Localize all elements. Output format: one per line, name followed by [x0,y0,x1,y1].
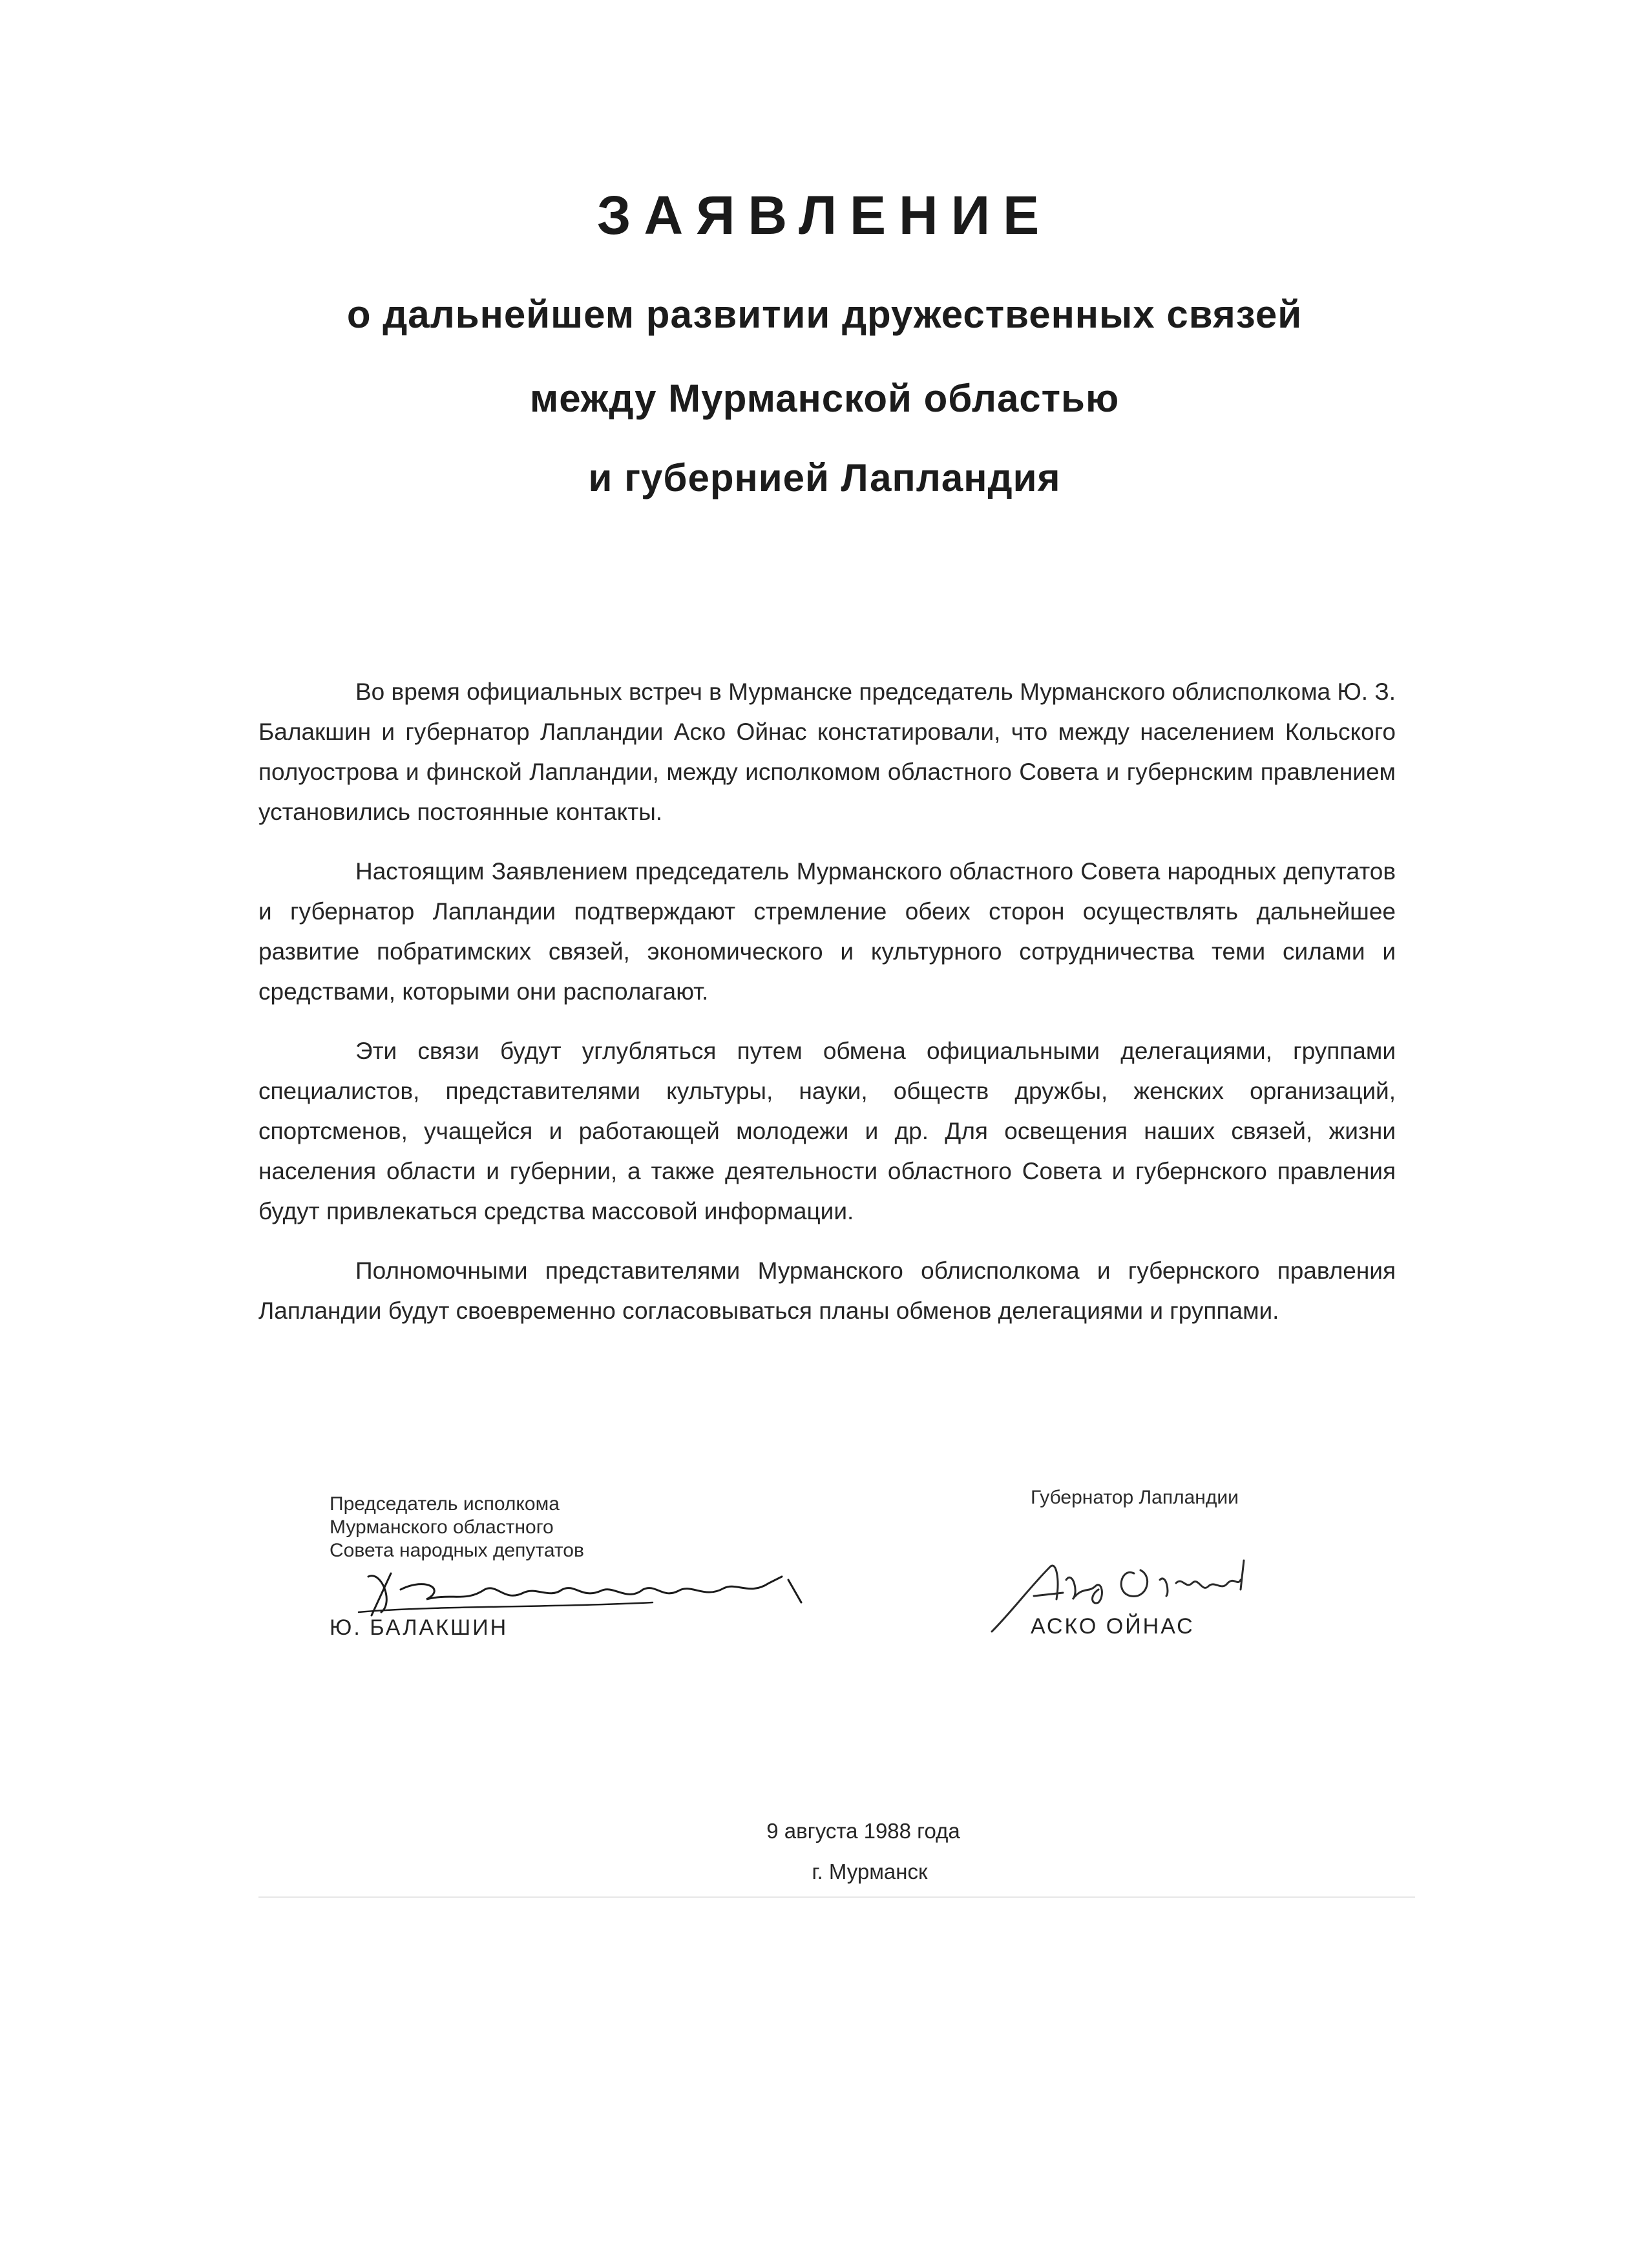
paragraph-2: Настоящим Заявлением председатель Мурманского областного Совета народных депутатов и губернатор Лапландии подтверждают стремление обеих сторон осуществлять дальнейшее развитие побратимских связей, экономического и культурного сотрудничества теми силами и средствами, которыми они располагают. [258,858,1396,1005]
signatory-left-position-line-1: Председатель исполкома [330,1493,560,1515]
document-title: ЗАЯВЛЕНИЕ [596,185,1053,246]
handwritten-signature-left [355,1564,821,1622]
paragraph-4: Полномочными представителями Мурманского облисполкома и губернского правления Лапландии будут своевременно согласовываться планы обменов делегациями и группами. [258,1257,1396,1324]
document-date: 9 августа 1988 года [766,1819,960,1843]
document-body [258,672,1396,1350]
paragraph-3: Эти связи будут углубляться путем обмена официальными делегациями, группами специалистов, представителями культуры, науки, обществ дружбы, женских организаций, спортсменов, учащейся и работающей молодежи и др. Для освещения наших связей, жизни населения области и губернии, а также деятельности областного Совета и губернского правления будут привлекаться средства массовой информации. [258,1038,1396,1224]
scan-edge-line [258,1896,1415,1898]
paragraph-1: Во время официальных встреч в Мурманске председатель Мурманского облисполкома Ю. З. Балакшин и губернатор Лапландии Аско Ойнас констатировали, что между населением Кольского полуострова и финской Лапландии, между исполкомом областного Совета и губернским правлением установились постоянные контакты. [258,678,1396,825]
signatory-left-position-line-3: Совета народных депутатов [330,1540,584,1561]
subtitle-line-1: о дальнейшем развитии дружественных связей [346,293,1303,336]
signatory-left-position-line-2: Мурманского областного [330,1517,554,1538]
subtitle-line-3: и губернией Лапландия [588,456,1061,499]
document-place: г. Мурманск [812,1860,928,1884]
signatory-right-name: АСКО ОЙНАС [1031,1614,1195,1639]
signature-block-right [1031,1486,1418,1639]
signatory-right-position-line-1: Губернатор Лапландии [1031,1487,1239,1508]
signatory-left-name: Ю. БАЛАКШИН [330,1615,509,1640]
signature-block-left [330,1493,782,1640]
subtitle-line-2: между Мурманской областью [529,377,1120,420]
